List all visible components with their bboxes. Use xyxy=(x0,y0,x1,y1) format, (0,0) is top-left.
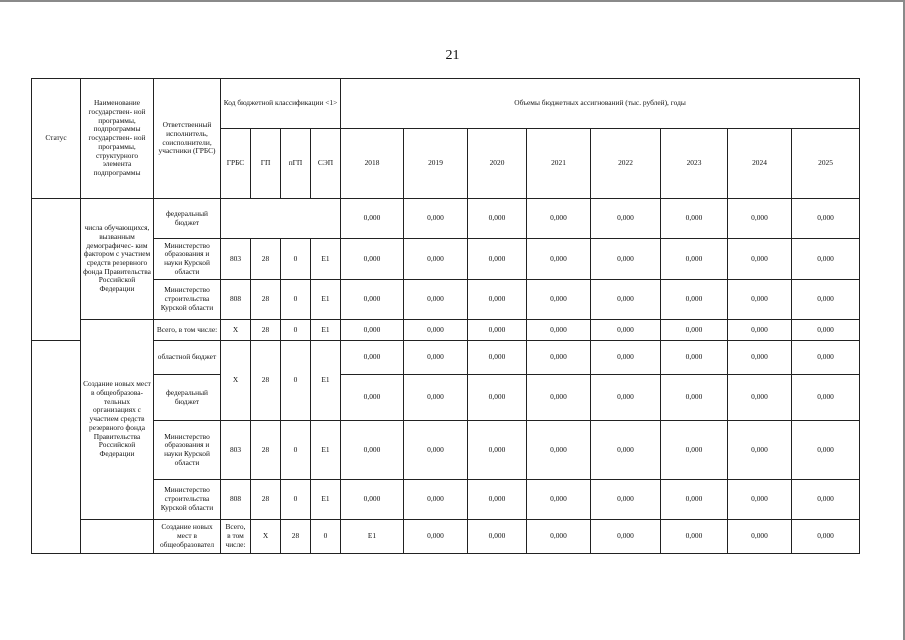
value-cell: 0,000 xyxy=(341,199,404,239)
executor-cell: областной бюджет xyxy=(154,341,221,375)
value-cell: 0,000 xyxy=(792,341,860,375)
code-cell-empty xyxy=(221,199,341,239)
executor-cell: Всего, в том числе: xyxy=(221,520,251,554)
value-cell: 0,000 xyxy=(591,375,661,421)
code-pgp: 0 xyxy=(281,480,311,520)
value-cell: 0,000 xyxy=(527,375,591,421)
value-cell: 0,000 xyxy=(728,375,792,421)
header-year: 2018 xyxy=(341,129,404,199)
executor-cell: Министерство строительства Курской области xyxy=(154,480,221,520)
code-gp: 28 xyxy=(251,239,281,280)
value-cell: 0,000 xyxy=(468,239,527,280)
code-grbs: 808 xyxy=(221,480,251,520)
value-cell: 0,000 xyxy=(527,480,591,520)
element-name: Создание новых мест в общеобразова- тельных организациях с участием средств резервного фонда Правительства Российской Федерации xyxy=(81,320,154,520)
value-cell: 0,000 xyxy=(591,239,661,280)
value-cell: 0,000 xyxy=(404,199,468,239)
value-cell: 0,000 xyxy=(661,480,728,520)
budget-table xyxy=(31,78,860,554)
value-cell: 0,000 xyxy=(341,239,404,280)
table-row xyxy=(32,199,860,239)
value-cell: 0,000 xyxy=(661,520,728,554)
header-year: 2021 xyxy=(527,129,591,199)
value-cell: 0,000 xyxy=(591,480,661,520)
code-sep: E1 xyxy=(311,421,341,480)
code-sep: E1 xyxy=(311,239,341,280)
code-pgp: 0 xyxy=(281,239,311,280)
value-cell: 0,000 xyxy=(404,480,468,520)
value-cell: 0,000 xyxy=(661,239,728,280)
value-cell: 0,000 xyxy=(728,341,792,375)
executor-cell: Министерство строительства Курской области xyxy=(154,280,221,320)
value-cell: 0,000 xyxy=(527,520,591,554)
header-code-sep: СЭП xyxy=(311,129,341,199)
value-cell: 0,000 xyxy=(468,520,527,554)
table-row xyxy=(32,280,860,320)
value-cell: 0,000 xyxy=(527,199,591,239)
value-cell: 0,000 xyxy=(591,320,661,341)
code-pgp: 0 xyxy=(281,280,311,320)
code-gp: 28 xyxy=(251,480,281,520)
status-cell xyxy=(81,520,154,554)
executor-cell: федеральный бюджет xyxy=(154,375,221,421)
value-cell: 0,000 xyxy=(468,280,527,320)
header-volumes: Объемы бюджетных ассигнований (тыс. рублей), годы xyxy=(341,79,860,129)
code-grbs: X xyxy=(251,520,281,554)
value-cell: 0,000 xyxy=(468,199,527,239)
header-code-gp: ГП xyxy=(251,129,281,199)
page-number: 21 xyxy=(445,48,460,63)
code-gp: 28 xyxy=(281,520,311,554)
code-grbs: X xyxy=(221,341,251,421)
header-status: Статус xyxy=(32,79,81,199)
value-cell: 0,000 xyxy=(468,320,527,341)
value-cell: 0,000 xyxy=(728,320,792,341)
value-cell: 0,000 xyxy=(527,421,591,480)
value-cell: 0,000 xyxy=(404,375,468,421)
header-code-grbs: ГРБС xyxy=(221,129,251,199)
value-cell: 0,000 xyxy=(468,421,527,480)
element-name: Создание новых мест в общеобразовател xyxy=(154,520,221,554)
value-cell: 0,000 xyxy=(728,421,792,480)
value-cell: 0,000 xyxy=(792,199,860,239)
table-row xyxy=(32,239,860,280)
value-cell: 0,000 xyxy=(661,421,728,480)
value-cell: 0,000 xyxy=(792,320,860,341)
table-row xyxy=(32,320,860,341)
header-row xyxy=(32,79,860,129)
value-cell: 0,000 xyxy=(341,375,404,421)
value-cell: 0,000 xyxy=(591,421,661,480)
code-grbs: 808 xyxy=(221,280,251,320)
value-cell: 0,000 xyxy=(341,421,404,480)
code-gp: 28 xyxy=(251,320,281,341)
value-cell: 0,000 xyxy=(728,280,792,320)
code-grbs: 803 xyxy=(221,239,251,280)
code-gp: 28 xyxy=(251,341,281,421)
value-cell: 0,000 xyxy=(728,199,792,239)
table-row xyxy=(32,341,860,375)
value-cell: 0,000 xyxy=(527,239,591,280)
value-cell: 0,000 xyxy=(591,199,661,239)
value-cell: 0,000 xyxy=(792,239,860,280)
code-sep: E1 xyxy=(311,280,341,320)
executor-cell: федеральный бюджет xyxy=(154,199,221,239)
value-cell: 0,000 xyxy=(591,520,661,554)
status-cell xyxy=(32,341,81,554)
value-cell: 0,000 xyxy=(792,520,860,554)
value-cell: 0,000 xyxy=(341,341,404,375)
code-sep: E1 xyxy=(311,480,341,520)
value-cell: 0,000 xyxy=(661,375,728,421)
value-cell: 0,000 xyxy=(792,480,860,520)
scan-edge-top xyxy=(0,0,905,2)
value-cell: 0,000 xyxy=(591,341,661,375)
code-pgp: 0 xyxy=(281,421,311,480)
code-sep: E1 xyxy=(311,341,341,421)
value-cell: 0,000 xyxy=(468,480,527,520)
executor-cell: Министерство образования и науки Курской области xyxy=(154,421,221,480)
header-code-pgp: пГП xyxy=(281,129,311,199)
value-cell: 0,000 xyxy=(468,341,527,375)
header-responsible: Ответственный исполнитель, соисполнители, участники (ГРБС) xyxy=(154,79,221,199)
header-year: 2020 xyxy=(468,129,527,199)
value-cell: 0,000 xyxy=(527,320,591,341)
value-cell: 0,000 xyxy=(661,341,728,375)
header-year: 2022 xyxy=(591,129,661,199)
table-row xyxy=(32,375,860,421)
header-program-name: Наименование государствен- ной программы, подпрограммы государствен- ной программы, структурного элемента подпрограммы xyxy=(81,79,154,199)
status-cell xyxy=(32,199,81,341)
code-gp: 28 xyxy=(251,280,281,320)
header-year: 2019 xyxy=(404,129,468,199)
code-pgp: 0 xyxy=(281,320,311,341)
value-cell: 0,000 xyxy=(404,280,468,320)
code-sep: E1 xyxy=(341,520,404,554)
executor-cell: Министерство образования и науки Курской области xyxy=(154,239,221,280)
header-budget-code: Код бюджетной классификации <1> xyxy=(221,79,341,129)
code-grbs: 803 xyxy=(221,421,251,480)
value-cell: 0,000 xyxy=(404,239,468,280)
value-cell: 0,000 xyxy=(404,520,468,554)
header-year: 2023 xyxy=(661,129,728,199)
value-cell: 0,000 xyxy=(341,280,404,320)
element-name: числа обучающихся, вызванным демографичес- ким фактором с участием средств резервного фонда Правительства Российской Федерации xyxy=(81,199,154,320)
value-cell: 0,000 xyxy=(404,320,468,341)
value-cell: 0,000 xyxy=(404,421,468,480)
code-pgp: 0 xyxy=(311,520,341,554)
code-gp: 28 xyxy=(251,421,281,480)
code-grbs: X xyxy=(221,320,251,341)
value-cell: 0,000 xyxy=(728,520,792,554)
value-cell: 0,000 xyxy=(792,375,860,421)
table-row xyxy=(32,480,860,520)
value-cell: 0,000 xyxy=(661,280,728,320)
executor-cell: Всего, в том числе: xyxy=(154,320,221,341)
code-sep: E1 xyxy=(311,320,341,341)
value-cell: 0,000 xyxy=(661,199,728,239)
header-year: 2025 xyxy=(792,129,860,199)
value-cell: 0,000 xyxy=(341,320,404,341)
value-cell: 0,000 xyxy=(591,280,661,320)
table-row xyxy=(32,421,860,480)
value-cell: 0,000 xyxy=(728,239,792,280)
code-pgp: 0 xyxy=(281,341,311,421)
header-year: 2024 xyxy=(728,129,792,199)
value-cell: 0,000 xyxy=(661,320,728,341)
table-row xyxy=(32,520,860,554)
value-cell: 0,000 xyxy=(792,280,860,320)
value-cell: 0,000 xyxy=(527,280,591,320)
value-cell: 0,000 xyxy=(468,375,527,421)
value-cell: 0,000 xyxy=(527,341,591,375)
value-cell: 0,000 xyxy=(728,480,792,520)
value-cell: 0,000 xyxy=(341,480,404,520)
value-cell: 0,000 xyxy=(404,341,468,375)
value-cell: 0,000 xyxy=(792,421,860,480)
